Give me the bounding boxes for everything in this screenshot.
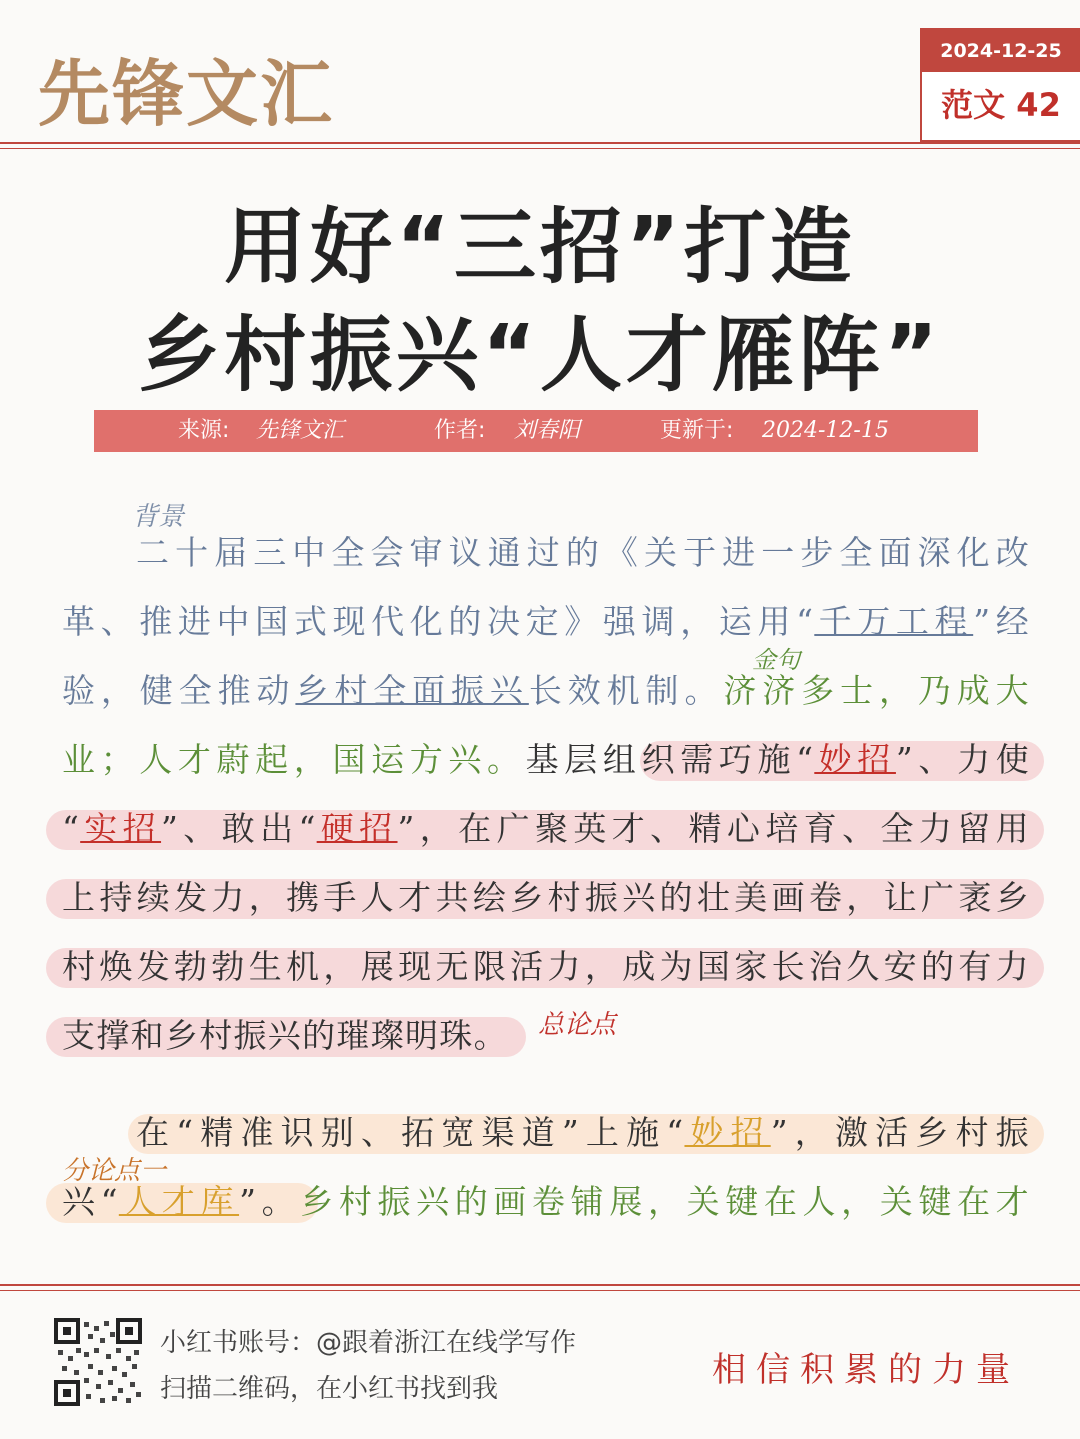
footer-slogan: 相信积累的力量	[712, 1350, 1020, 1390]
golden-sentence: 济济多士，乃成大	[723, 671, 1030, 710]
author-value: 刘春阳	[514, 418, 581, 443]
footer-divider	[0, 1284, 1080, 1286]
header-divider-thin	[0, 148, 1080, 149]
source-label: 来源:	[178, 418, 230, 443]
footer-divider-thin	[0, 1290, 1080, 1291]
annotation-general-point: 总论点	[538, 1010, 617, 1040]
keyword-miaozhao: 妙招	[814, 740, 896, 779]
updated-label: 更新于:	[660, 418, 734, 443]
issue-date: 2024-12-25	[922, 30, 1080, 72]
keyword-qianwan-project: 千万工程	[814, 602, 974, 641]
keyword-talent-pool: 人才库	[118, 1182, 240, 1221]
annotation-golden-sentence: 金句	[752, 646, 800, 674]
paragraph1-line: 业；人才蔚起，国运方兴。基层组织需巧施“妙招”、力使	[62, 740, 1031, 779]
keyword-miaozhao-2: 妙招	[684, 1113, 771, 1152]
keyword-yingzhao: 硬招	[316, 809, 398, 848]
paragraph1-line: 二十届三中全会审议通过的《关于进一步全面深化改	[136, 533, 1030, 572]
paragraph1-line: “实招”、敢出“硬招”，在广聚英才、精心培育、全力留用	[62, 809, 1030, 848]
brand-logo-text: 先锋文汇	[38, 52, 335, 136]
source-value: 先锋文汇	[256, 418, 345, 443]
scan-instruction: 扫描二维码，在小红书找到我	[160, 1374, 499, 1404]
paragraph1-line: 上持续发力，携手人才共绘乡村振兴的壮美画卷，让广袤乡	[62, 878, 1030, 917]
author-label: 作者:	[434, 418, 486, 443]
issue-badge	[920, 28, 1080, 142]
xiaohongshu-account: 小红书账号：@跟着浙江在线学写作	[160, 1328, 577, 1358]
header-divider	[0, 142, 1080, 144]
qr-code-icon[interactable]	[54, 1318, 142, 1406]
article-title-line2: 乡村振兴“人才雁阵”	[138, 308, 942, 403]
keyword-rural-revitalization: 乡村全面振兴	[295, 671, 529, 710]
paragraph1-line: 村焕发勃勃生机，展现无限活力，成为国家长治久安的有力	[62, 947, 1030, 986]
annotation-background: 背景	[132, 502, 185, 532]
paragraph1-line: 革、推进中国式现代化的决定》强调，运用“千万工程”经	[62, 602, 1030, 641]
article-meta-bar	[94, 410, 978, 452]
issue-number: 范文 42	[941, 86, 1061, 124]
paragraph1-line: 验，健全推动乡村全面振兴长效机制。济济多士，乃成大	[62, 671, 1030, 710]
paragraph2-line: 在“精准识别、拓宽渠道”上施“妙招”，激活乡村振	[136, 1113, 1030, 1152]
keyword-shizhao: 实招	[80, 809, 162, 848]
annotation-sub-point-1: 分论点一	[62, 1156, 167, 1186]
article-title-line1: 用好“三招”打造	[224, 200, 856, 295]
paragraph2-line: 兴“人才库”。乡村振兴的画卷铺展，关键在人，关键在才	[62, 1182, 1030, 1221]
paragraph1-line: 支撑和乡村振兴的璀璨明珠。	[62, 1016, 508, 1055]
updated-value: 2024-12-15	[762, 418, 889, 443]
